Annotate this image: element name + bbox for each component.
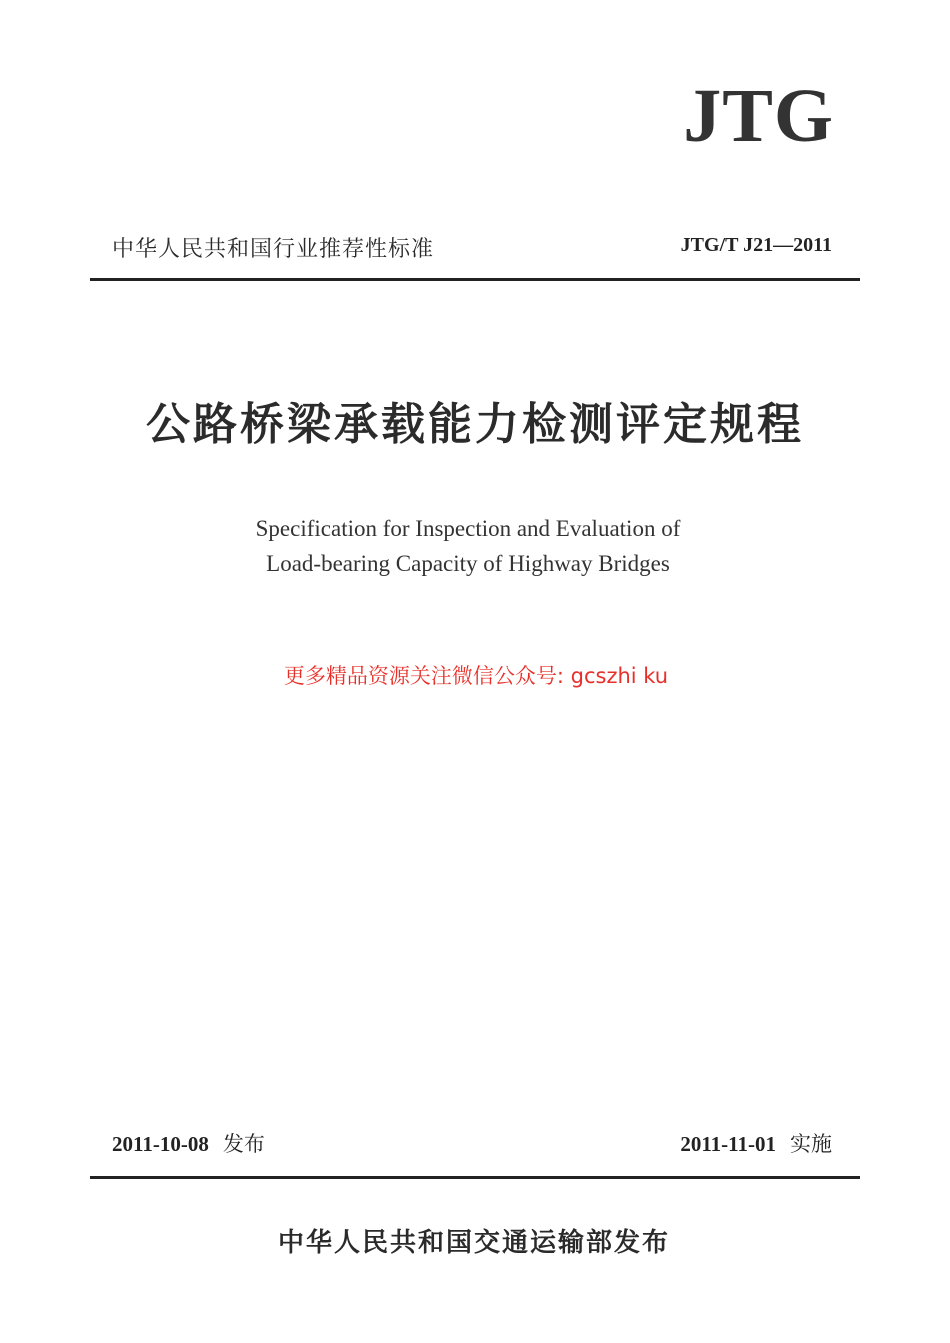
issue-date-group — [112, 1128, 265, 1158]
implementation-date-group — [680, 1128, 832, 1158]
issue-date: 2011-10-08 — [112, 1132, 209, 1156]
promo-text: 更多精品资源关注微信公众号: gcszhi ku — [283, 664, 669, 688]
standard-code: JTG/T J21—2011 — [680, 234, 832, 256]
publisher: 中华人民共和国交通运输部发布 — [277, 1228, 670, 1258]
standard-category: 中华人民共和国行业推荐性标准 — [112, 237, 435, 262]
footer-rule — [90, 1176, 860, 1179]
issue-label: 发布 — [222, 1132, 265, 1156]
jtg-logo: JTG — [683, 74, 834, 158]
document-title-cn: 公路桥梁承载能力检测评定规程 — [146, 399, 804, 450]
document-title-en-line2: Load-bearing Capacity of Highway Bridges — [266, 551, 670, 576]
implementation-label: 实施 — [790, 1132, 832, 1156]
document-title-en-line1: Specification for Inspection and Evaluation of — [255, 516, 681, 541]
implementation-date: 2011-11-01 — [680, 1132, 776, 1156]
header-rule — [90, 278, 860, 281]
